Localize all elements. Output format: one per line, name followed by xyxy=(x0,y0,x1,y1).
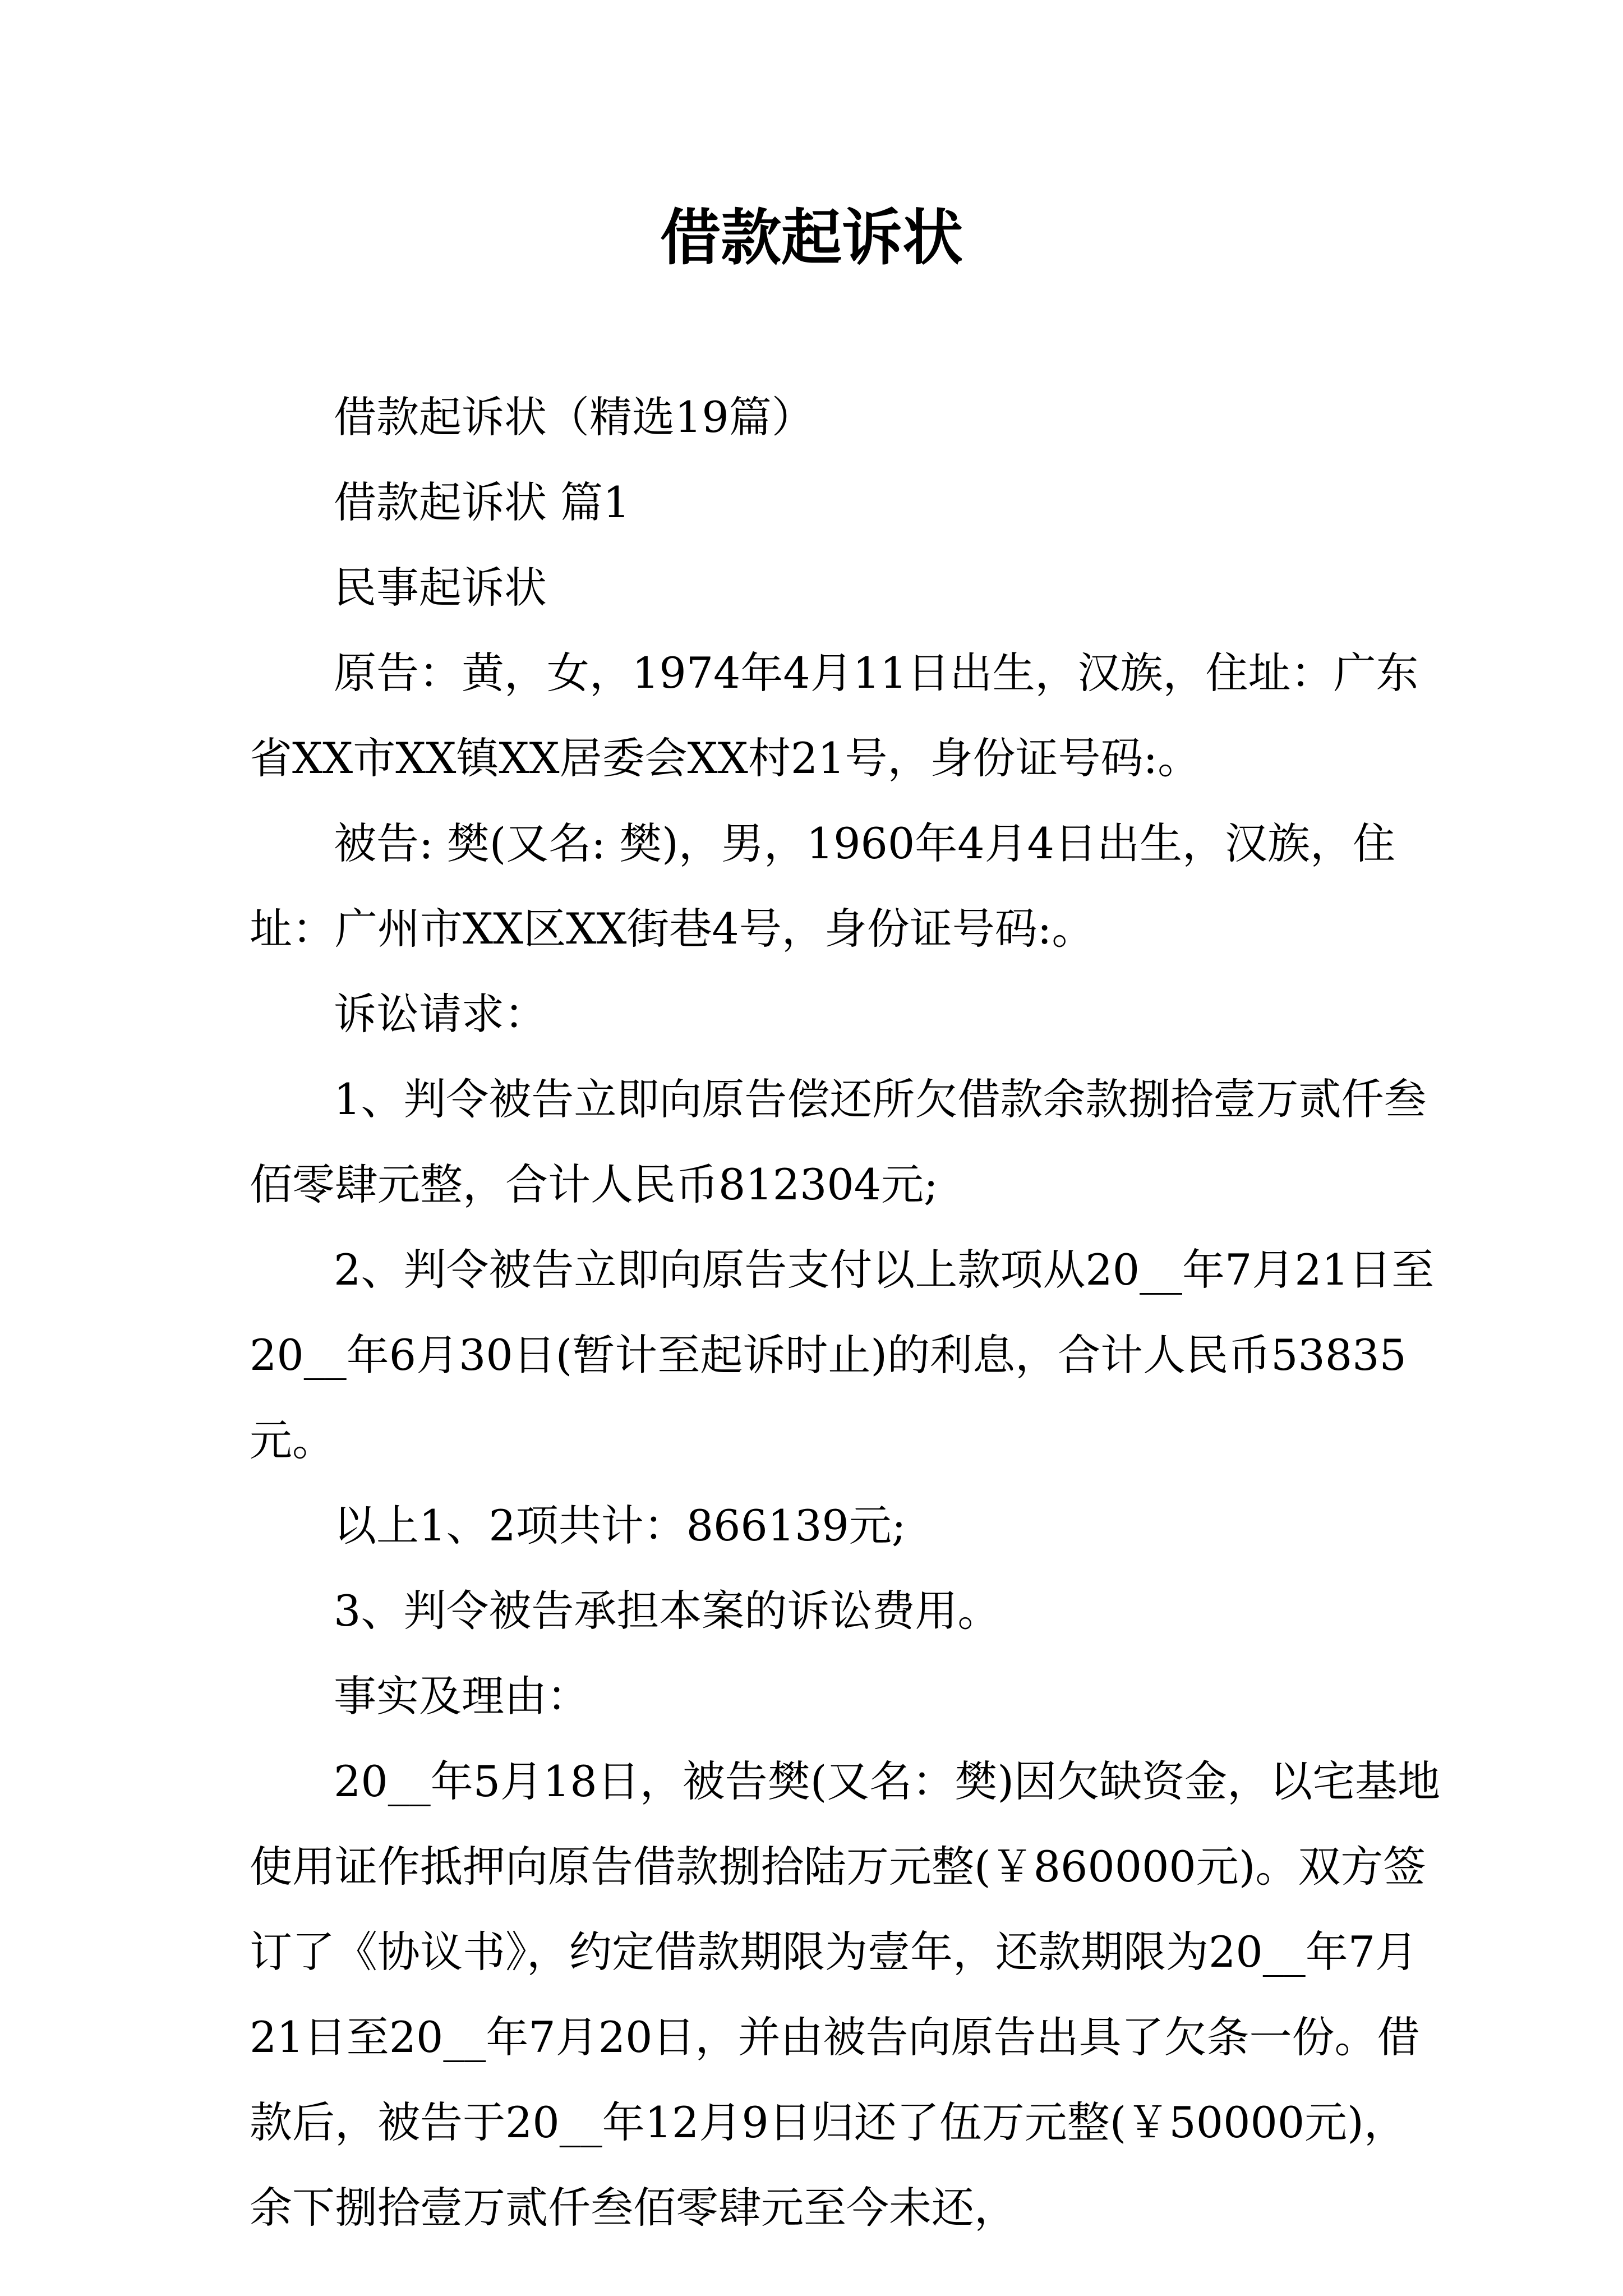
document-title: 借款起诉状 xyxy=(660,203,963,273)
paragraph-facts-heading: 事实及理由： xyxy=(334,1671,589,1721)
paragraph-claims-total: 以上1、2项共计：866139元; xyxy=(334,1501,906,1550)
paragraph-plaintiff: 原告：黄，女，1974年4月11日出生，汉族，住址：广东省XX市XX镇XX居委会XX村21号，身份证号码:。 xyxy=(250,648,1419,783)
paragraph-claim-2: 2、判令被告立即向原告支付以上款项从20__年7月21日至20__年6月30日(暂计至起诉时止)的利息，合计人民币53835元。 xyxy=(250,1245,1435,1465)
paragraph-claim-3: 3、判令被告承担本案的诉讼费用。 xyxy=(334,1586,1000,1636)
paragraph-claim-1: 1、判令被告立即向原告偿还所欠借款余款捌拾壹万贰仟叁佰零肆元整，合计人民币812304元; xyxy=(250,1074,1427,1209)
paragraph-doc-type: 民事起诉状 xyxy=(334,563,547,613)
paragraph-claims-heading: 诉讼请求： xyxy=(334,989,547,1039)
paragraph-facts-body: 20__年5月18日，被告樊(又名：樊)因欠缺资金，以宅基地使用证作抵押向原告借款捌拾陆万元整(￥860000元)。双方签订了《协议书》，约定借款期限为壹年，还款期限为20__年7月21日至20__年7月20日，并由被告向原告出具了欠条一份。借款后，被告于20__年12月9日归还了伍万元整(￥50000元)，余下捌拾壹万贰仟叁佰零肆元至今未还， xyxy=(250,1756,1441,2233)
document-body xyxy=(250,375,1444,2251)
paragraph-subtitle: 借款起诉状（精选19篇） xyxy=(334,392,814,442)
paragraph-section-heading: 借款起诉状 篇1 xyxy=(334,477,630,527)
paragraph-defendant: 被告: 樊(又名: 樊)，男，1960年4月4日出生，汉族，住址：广州市XX区XX街巷4号，身份证号码:。 xyxy=(250,818,1395,954)
